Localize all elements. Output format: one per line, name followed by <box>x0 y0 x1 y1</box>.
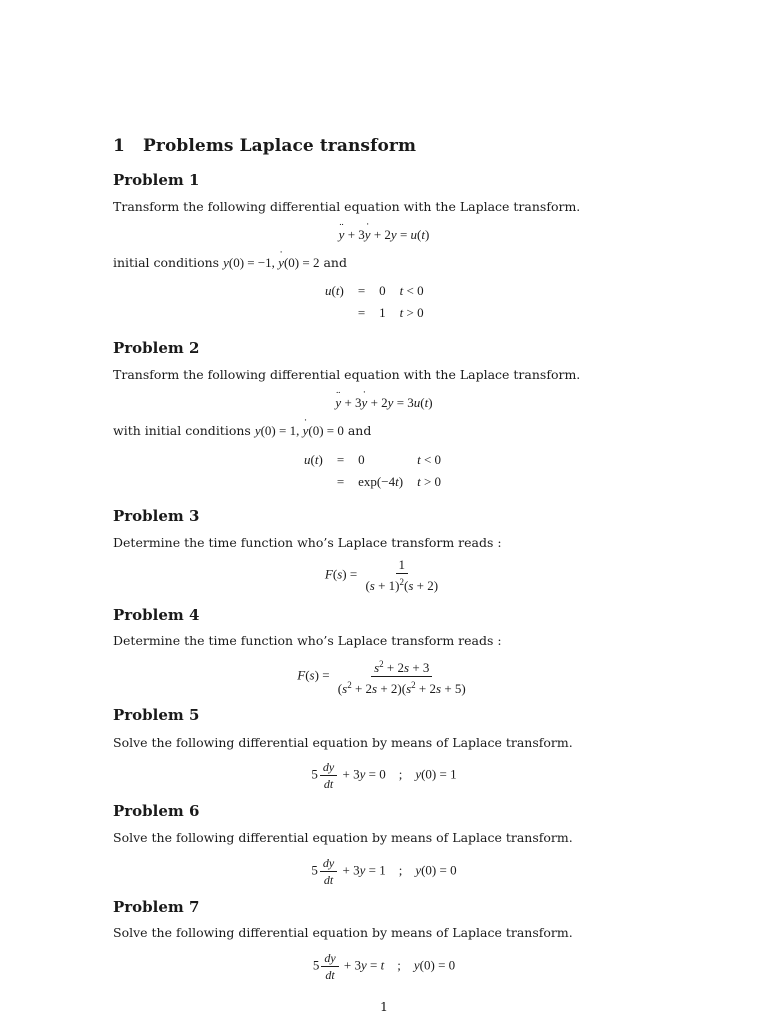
section-number: 1 <box>113 136 125 156</box>
problem-1-heading: Problem 1 <box>113 171 200 189</box>
problem-4-heading: Problem 4 <box>113 606 200 624</box>
problem-1-text: Transform the following differential equation with the Laplace transform. <box>113 199 581 214</box>
problem-2-conditions-prefix: with initial conditions <box>113 423 251 438</box>
section-title <box>113 136 416 156</box>
problem-2-heading: Problem 2 <box>113 339 200 357</box>
problem-1-conditions-suffix: and <box>323 255 347 270</box>
problem-1-conditions-prefix: initial conditions <box>113 255 220 270</box>
problem-1-input-definition: u(t) = 0 t < 0 = 1 t > 0 <box>325 283 424 320</box>
problem-7-equation: 5 $\frac{dy}{dt}$ + 3y = t ; y(0) = 0 <box>312 951 456 982</box>
section-title-text: Problems Laplace transform <box>143 136 417 156</box>
problem-2-conditions: with initial conditions y(0) = 1, y ˙(0) = 0 and <box>113 423 371 439</box>
page-number: 1 <box>380 999 388 1014</box>
problem-4-equation: F(s) = $\frac{s^2 + 2s + 3}{(s^2 + 2s + 2)(s^2 + 2s + 5)}$ <box>297 659 466 696</box>
problem-2-conditions-suffix: and <box>347 423 372 438</box>
problem-4-text: Determine the time function who’s Laplace transform reads : <box>113 633 502 648</box>
problem-3-heading: Problem 3 <box>113 507 200 525</box>
problem-1-conditions: initial conditions y(0) = −1, y ˙(0) = 2 and <box>113 255 347 271</box>
problem-3-text: Determine the time function who’s Laplace transform reads : <box>113 535 502 550</box>
problem-2-equation: y ¨ + 3y ˙ + 2y = 3u(t) <box>0 395 768 411</box>
problem-3-equation: F(s) = $\frac{1}{(s + 1)^2(s + 2)}$ <box>324 557 439 593</box>
problem-6-text: Solve the following differential equation by means of Laplace transform. <box>113 830 573 845</box>
problem-6-heading: Problem 6 <box>113 802 200 820</box>
problem-2-text: Transform the following differential equation with the Laplace transform. <box>113 367 581 382</box>
problem-5-text: Solve the following differential equation by means of Laplace transform. <box>113 735 573 750</box>
problem-7-heading: Problem 7 <box>113 898 200 916</box>
problem-2-input-definition: u(t) = 0 t < 0 = exp(−4t) t > 0 <box>304 452 442 489</box>
problem-5-equation: 5 $\frac{dy}{dt}$ + 3y = 0 ; y(0) = 1 <box>311 760 457 791</box>
problem-7-text: Solve the following differential equation by means of Laplace transform. <box>113 925 573 940</box>
problem-1-equation: y ¨ + 3y ˙ + 2y = u(t) <box>0 227 768 243</box>
problem-5-heading: Problem 5 <box>113 706 200 724</box>
problem-6-equation: 5 $\frac{dy}{dt}$ + 3y = 1 ; y(0) = 0 <box>311 856 457 887</box>
